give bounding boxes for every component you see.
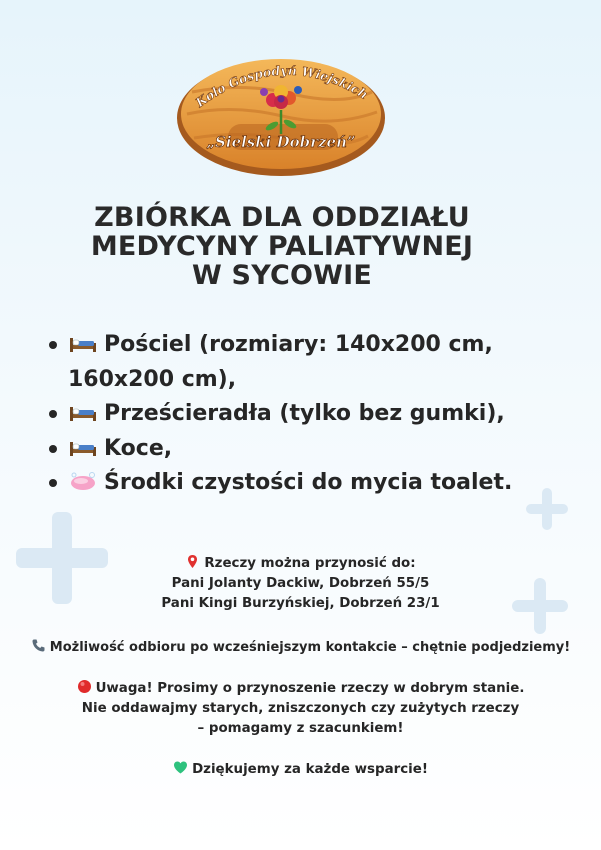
warning-section xyxy=(0,679,601,739)
bed-icon xyxy=(68,401,98,423)
dropoff-address-1: Pani Jolanty Dackiw, Dobrzeń 55/5 xyxy=(171,576,430,591)
phone-icon xyxy=(31,638,46,653)
dropoff-heading: Rzeczy można przynosić do: xyxy=(204,556,416,571)
title-line-2: MEDYCYNY PALIATYWNEJ xyxy=(90,231,474,262)
page-title xyxy=(60,203,504,290)
list-item: Prześcieradła (tylko bez gumki), xyxy=(40,397,585,432)
title-line-1: ZBIÓRKA DLA ODDZIAŁU xyxy=(94,202,470,233)
pin-icon xyxy=(185,554,200,569)
title-line-3: W SYCOWIE xyxy=(191,260,373,291)
green-heart-icon xyxy=(173,760,188,775)
bed-icon xyxy=(68,436,98,458)
soap-icon xyxy=(68,470,98,492)
list-item: Pościel (rozmiary: 140x200 cm, 160x200 cm), xyxy=(40,328,585,397)
dropoff-section xyxy=(0,554,601,614)
pickup-section xyxy=(0,638,601,658)
logo-bottom-text: „Sielski Dobrzeń” xyxy=(206,133,356,151)
warning-line-3: – pomagamy z szacunkiem! xyxy=(197,721,404,736)
pickup-text: Możliwość odbioru po wcześniejszym kontakcie – chętnie podjedziemy! xyxy=(49,640,571,655)
warning-line-1: Uwaga! Prosimy o przynoszenie rzeczy w dobrym stanie. xyxy=(95,681,525,696)
list-item: Koce, xyxy=(40,432,585,467)
list-item: Środki czystości do mycia toalet. xyxy=(40,466,585,501)
thanks-text: Dziękujemy za każde wsparcie! xyxy=(192,762,428,777)
red-circle-icon xyxy=(77,679,92,694)
svg-text:Koło Gospodyń Wiejskich: Koło Gospodyń Wiejskich xyxy=(192,62,371,111)
kgw-logo xyxy=(172,52,390,180)
bed-icon xyxy=(68,332,98,354)
warning-line-2: Nie oddawajmy starych, zniszczonych czy zużytych rzeczy xyxy=(81,701,520,716)
thanks-section xyxy=(0,760,601,780)
dropoff-address-2: Pani Kingi Burzyńskiej, Dobrzeń 23/1 xyxy=(161,596,440,611)
donation-items-list xyxy=(40,328,585,501)
